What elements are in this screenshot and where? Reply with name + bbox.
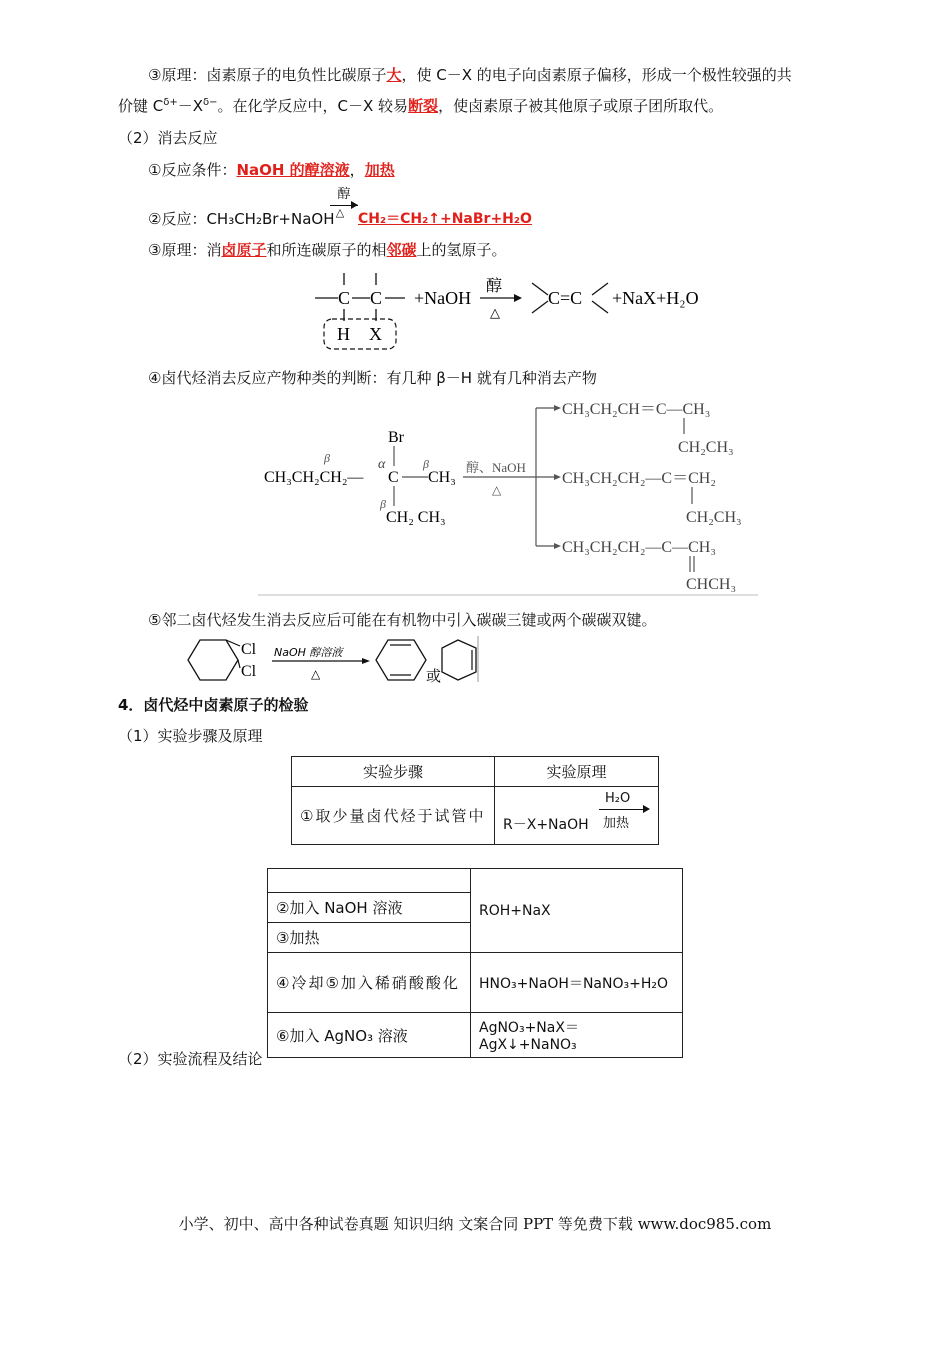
text: ，使 C－X 的电子向卤素原子偏移，形成一个极性较强的共 <box>401 66 792 84</box>
arrow-head-icon <box>643 805 650 813</box>
highlight-text: 断裂 <box>408 97 439 115</box>
text: 。在化学反应中，C－X 较易 <box>217 97 409 115</box>
cyclohexyne-icon <box>442 640 476 680</box>
highlight-text: 加热 <box>364 161 395 179</box>
subsection-1-title: （1）实验步骤及原理 <box>118 727 263 745</box>
branch-alpha: α <box>378 457 386 472</box>
highlight-text: 卤原子 <box>221 241 267 259</box>
reaction-condition <box>148 159 395 181</box>
branch-right: CH₃ <box>428 469 456 486</box>
cyclohexane-scheme <box>178 634 483 686</box>
branch-beta-2: β <box>423 457 429 471</box>
step-3: ③加热 <box>268 923 471 953</box>
reaction-label: ②反应：CH₃CH₂Br+NaOH <box>148 210 335 228</box>
branch-center-c: C <box>388 469 399 486</box>
cyclohexane-ring-icon <box>188 640 238 680</box>
cyclo-arrow-bottom: △ <box>311 667 321 681</box>
general-alkene: C=C <box>548 288 583 308</box>
table-arrow-bottom: 加热 <box>603 816 630 831</box>
general-products: +NaX+H₂O <box>612 288 699 308</box>
text: －X <box>177 97 204 115</box>
branch-product-3: CH₃CH₂CH₂—C—CH₃ <box>562 539 716 556</box>
page-footer: 小学、初中、高中各种试卷真题 知识归纳 文案合同 PPT 等免费下载 www.doc985.com <box>178 1215 772 1233</box>
principle-6: AgNO₃+NaX＝AgX↓+NaNO₃ <box>471 1013 683 1058</box>
branch-product-2: CH₃CH₂CH₂—C＝CH₂ <box>562 470 716 487</box>
subsection-2-title: （2）实验流程及结论 <box>118 1050 263 1068</box>
partial-charge: δ− <box>203 97 218 108</box>
table-arrow <box>599 809 647 810</box>
partial-charge: δ+ <box>163 97 178 108</box>
text: ，使卤素原子被其他原子或原子团所取代。 <box>438 97 724 115</box>
reaction-arrow-top: 醇 <box>337 187 351 202</box>
branch-br: Br <box>388 429 404 446</box>
empty-cell <box>268 869 471 893</box>
general-H: H <box>337 324 350 344</box>
text: 和所连碳原子的相 <box>266 241 387 259</box>
general-naoh: +NaOH <box>414 288 472 308</box>
principle-1: R－X+NaOH <box>503 817 589 833</box>
cyclo-arrow-top: NaOH 醇溶液 <box>274 646 343 659</box>
arrow-head-icon <box>362 658 370 664</box>
principle-1-cell <box>495 787 659 845</box>
branch-left-chain: CH₃CH₂CH₂— <box>264 469 364 486</box>
arrow-head-icon <box>514 294 522 302</box>
branch-beta-3: β <box>380 497 386 511</box>
principle-2: ROH+NaX <box>471 869 683 953</box>
branch-bottom: CH₂ CH₃ <box>386 509 446 526</box>
branch-elimination-scheme <box>258 396 763 598</box>
highlight-text: 邻碳 <box>386 241 417 259</box>
branch-product-3-sub: CHCH₃ <box>686 576 737 593</box>
step-2: ②加入 NaOH 溶液 <box>268 893 471 923</box>
general-arrow-bottom: △ <box>490 306 500 321</box>
text: ③原理：消 <box>148 241 222 259</box>
branch-arrow-bottom: △ <box>492 483 502 497</box>
svg-text:C: C <box>370 288 383 308</box>
experiment-table-1 <box>291 756 659 845</box>
text: ①反应条件： <box>148 161 237 179</box>
text: ， <box>349 161 365 179</box>
step-4-5: ④冷却⑤加入稀硝酸酸化 <box>268 953 471 1013</box>
section-4-title: 4．卤代烃中卤素原子的检验 <box>118 696 309 714</box>
cyclo-cl-2: Cl <box>241 663 257 680</box>
principle-4: HNO₃+NaOH＝NaNO₃+H₂O <box>471 953 683 1013</box>
step-6: ⑥加入 AgNO₃ 溶液 <box>268 1013 471 1058</box>
branch-product-1: CH₃CH₂CH＝C—CH₃ <box>562 401 711 418</box>
principle-line-2 <box>118 95 723 117</box>
cyclo-or: 或 <box>426 667 442 685</box>
branch-product-1-sub: CH₂CH₃ <box>678 439 734 456</box>
general-arrow-top: 醇 <box>486 276 503 295</box>
highlight-text: 大 <box>386 66 402 84</box>
step-1: ①取少量卤代烃于试管中 <box>292 787 495 845</box>
text: 价键 C <box>118 97 164 115</box>
text: 上的氢原子。 <box>416 241 507 259</box>
branch-arrow-top: 醇、NaOH <box>466 460 526 475</box>
general-X: X <box>369 324 382 344</box>
header-steps: 实验步骤 <box>292 757 495 787</box>
experiment-table-2 <box>267 868 683 1058</box>
branch-product-2-sub: CH₂CH₃ <box>686 509 742 526</box>
text: ③原理：卤素原子的电负性比碳原子 <box>148 66 387 84</box>
general-elimination-scheme <box>310 265 730 357</box>
arrow-head-icon <box>351 201 358 209</box>
svg-text:C: C <box>338 288 351 308</box>
principle-elimination <box>148 239 507 261</box>
cyclohexadiene-icon <box>376 640 426 680</box>
highlight-text: NaOH 的醇溶液 <box>236 161 350 179</box>
section-title-elimination: （2）消去反应 <box>118 129 218 147</box>
vicinal-text: ⑤邻二卤代烃发生消去反应后可能在有机物中引入碳碳三键或两个碳碳双键。 <box>148 611 657 629</box>
cyclo-cl-1: Cl <box>241 641 257 658</box>
reaction-arrow-bottom: △ <box>335 206 345 219</box>
branch-beta-1: β <box>324 451 330 465</box>
principle-line-1 <box>148 64 792 86</box>
judge-text: ④卤代烃消去反应产物种类的判断：有几种 β－H 就有几种消去产物 <box>148 369 597 387</box>
reaction-products: CH₂＝CH₂↑+NaBr+H₂O <box>358 211 532 227</box>
arrow-head-icon <box>554 543 561 549</box>
table-arrow-top: H₂O <box>605 791 631 806</box>
header-principle: 实验原理 <box>495 757 659 787</box>
arrow-head-icon <box>554 405 561 411</box>
arrow-head-icon <box>554 474 561 480</box>
